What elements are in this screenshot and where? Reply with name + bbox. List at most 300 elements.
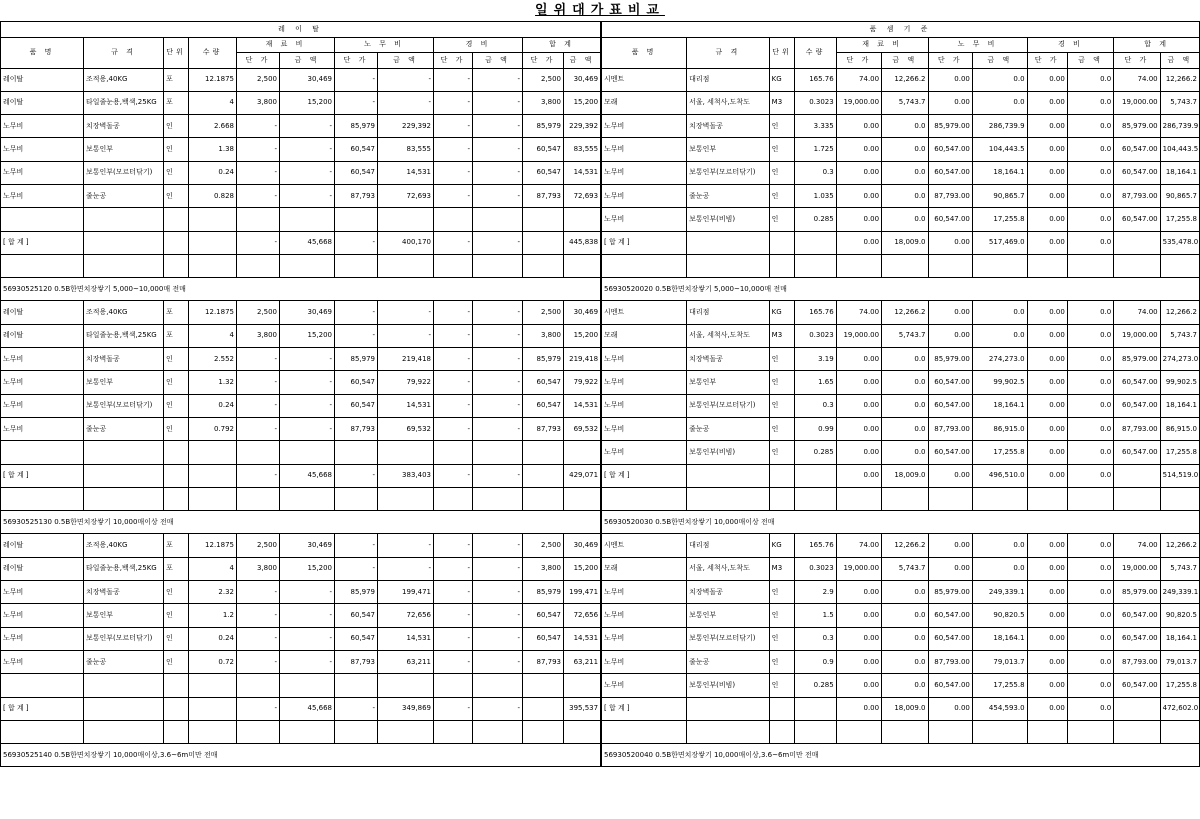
item-caption-row bbox=[601, 511, 1200, 534]
table-row bbox=[601, 557, 1200, 580]
table-cell: 0.00 bbox=[1027, 627, 1067, 650]
table-cell: 레이탈 bbox=[1, 301, 84, 324]
table-cell bbox=[164, 697, 189, 720]
table-cell: 노무비 bbox=[601, 394, 687, 417]
table-cell: - bbox=[335, 231, 378, 254]
table-cell bbox=[378, 720, 434, 743]
table-cell: 30,469 bbox=[564, 534, 601, 557]
table-cell: 1.38 bbox=[189, 138, 237, 161]
table-cell: 치장벽돌공 bbox=[84, 348, 164, 371]
table-cell: - bbox=[473, 627, 523, 650]
table-cell: 60,547 bbox=[523, 161, 564, 184]
table-cell bbox=[164, 441, 189, 464]
table-row bbox=[601, 115, 1200, 138]
table-cell: 0.00 bbox=[1027, 91, 1067, 114]
table-cell: 보통인부 bbox=[687, 138, 770, 161]
table-row bbox=[601, 184, 1200, 207]
qty-header: 수량 bbox=[189, 37, 237, 68]
table-cell: 0.3 bbox=[795, 627, 836, 650]
table-cell: 보통인부(비빔) bbox=[687, 674, 770, 697]
table-cell bbox=[769, 697, 795, 720]
unit-price-header: 단 가 bbox=[1027, 53, 1067, 69]
table-cell: - bbox=[280, 371, 335, 394]
table-cell: 0.00 bbox=[836, 371, 881, 394]
table-row bbox=[601, 324, 1200, 347]
table-row bbox=[1, 254, 601, 277]
table-cell: 노무비 bbox=[1, 650, 84, 673]
table-cell: 0.0 bbox=[1067, 138, 1113, 161]
table-cell: 17,255.8 bbox=[1160, 674, 1199, 697]
table-cell: 219,418 bbox=[378, 348, 434, 371]
table-cell bbox=[335, 254, 378, 277]
table-cell bbox=[434, 441, 473, 464]
table-cell: 86,915.0 bbox=[1160, 417, 1199, 440]
table-cell: 포 bbox=[164, 91, 189, 114]
table-cell: 5,743.7 bbox=[1160, 557, 1199, 580]
table-cell: 60,547 bbox=[523, 138, 564, 161]
table-cell: - bbox=[378, 534, 434, 557]
table-cell: - bbox=[473, 68, 523, 91]
table-cell: 60,547.00 bbox=[1114, 674, 1160, 697]
table-cell: 인 bbox=[769, 138, 795, 161]
table-cell: M3 bbox=[769, 324, 795, 347]
table-cell: 87,793 bbox=[335, 417, 378, 440]
table-cell: 노무비 bbox=[1, 581, 84, 604]
table-cell bbox=[769, 254, 795, 277]
table-cell: 60,547.00 bbox=[928, 138, 972, 161]
table-cell: 429,071 bbox=[564, 464, 601, 487]
table-row bbox=[601, 208, 1200, 231]
expense-header: 경 비 bbox=[1027, 37, 1114, 53]
table-cell: 349,869 bbox=[378, 697, 434, 720]
table-cell: 0.00 bbox=[1027, 301, 1067, 324]
table-cell: 85,979 bbox=[523, 581, 564, 604]
table-cell: - bbox=[473, 417, 523, 440]
table-cell bbox=[601, 254, 687, 277]
table-cell: 레이탈 bbox=[1, 324, 84, 347]
table-cell bbox=[882, 487, 928, 510]
table-cell: 74.00 bbox=[1114, 301, 1160, 324]
table-cell: 5,743.7 bbox=[882, 557, 928, 580]
table-cell bbox=[335, 720, 378, 743]
table-cell bbox=[84, 720, 164, 743]
table-cell: 60,547.00 bbox=[928, 441, 972, 464]
table-cell: 72,693 bbox=[378, 184, 434, 207]
table-cell bbox=[189, 464, 237, 487]
table-cell bbox=[1, 441, 84, 464]
table-cell: 노무비 bbox=[1, 348, 84, 371]
table-cell: 12.1875 bbox=[189, 534, 237, 557]
table-cell bbox=[687, 720, 770, 743]
table-cell: - bbox=[434, 464, 473, 487]
table-cell: 0.0 bbox=[1067, 697, 1113, 720]
table-cell: - bbox=[237, 115, 280, 138]
table-cell: KG bbox=[769, 534, 795, 557]
table-row bbox=[601, 697, 1200, 720]
table-cell bbox=[601, 720, 687, 743]
table-cell: 87,793 bbox=[523, 184, 564, 207]
table-cell: 노무비 bbox=[601, 161, 687, 184]
table-cell bbox=[434, 674, 473, 697]
table-cell: 535,478.0 bbox=[1160, 231, 1199, 254]
table-cell: - bbox=[335, 534, 378, 557]
table-cell: 인 bbox=[769, 650, 795, 673]
table-cell: 12,266.2 bbox=[1160, 301, 1199, 324]
table-cell bbox=[189, 674, 237, 697]
table-cell bbox=[237, 674, 280, 697]
table-cell: 포 bbox=[164, 534, 189, 557]
table-cell: - bbox=[434, 417, 473, 440]
table-cell: 시멘트 bbox=[601, 534, 687, 557]
table-cell: [ 합 계 ] bbox=[601, 697, 687, 720]
amount-header: 금 액 bbox=[280, 53, 335, 69]
table-cell: 72,656 bbox=[564, 604, 601, 627]
table-cell: - bbox=[434, 557, 473, 580]
table-cell: 12.1875 bbox=[189, 68, 237, 91]
total-header: 합 계 bbox=[523, 37, 601, 53]
table-cell: - bbox=[473, 324, 523, 347]
table-cell: 85,979.00 bbox=[1114, 581, 1160, 604]
section-title-row bbox=[1, 22, 601, 38]
table-cell: 0.00 bbox=[836, 674, 881, 697]
name-header: 품 명 bbox=[1, 37, 84, 68]
table-cell: 0.3023 bbox=[795, 324, 836, 347]
table-cell: 서울, 세척사,도착도 bbox=[687, 324, 770, 347]
table-cell: 노무비 bbox=[1, 371, 84, 394]
table-cell: 87,793.00 bbox=[928, 184, 972, 207]
table-cell: 0.00 bbox=[836, 231, 881, 254]
table-cell: 보통인부(모르터닦기) bbox=[687, 161, 770, 184]
table-cell bbox=[928, 720, 972, 743]
table-cell: 60,547 bbox=[335, 604, 378, 627]
table-cell: 2.668 bbox=[189, 115, 237, 138]
table-cell: 74.00 bbox=[1114, 534, 1160, 557]
table-cell: 17,255.8 bbox=[972, 441, 1027, 464]
table-cell: 60,547.00 bbox=[1114, 371, 1160, 394]
table-cell: - bbox=[335, 324, 378, 347]
table-cell: 0.0 bbox=[972, 91, 1027, 114]
table-cell: 165.76 bbox=[795, 301, 836, 324]
table-cell: 15,200 bbox=[564, 91, 601, 114]
table-cell: 60,547.00 bbox=[1114, 208, 1160, 231]
item-caption-row bbox=[1, 511, 601, 534]
table-cell: 인 bbox=[164, 581, 189, 604]
table-cell bbox=[687, 254, 770, 277]
table-cell bbox=[836, 254, 881, 277]
table-cell: 치장벽돌공 bbox=[687, 115, 770, 138]
table-cell: 286,739.9 bbox=[1160, 115, 1199, 138]
table-cell: - bbox=[237, 138, 280, 161]
table-cell: 타일줄눈용,백색,25KG bbox=[84, 557, 164, 580]
table-cell bbox=[564, 254, 601, 277]
table-cell: 12,266.2 bbox=[882, 534, 928, 557]
table-cell: 대리점 bbox=[687, 534, 770, 557]
table-cell: - bbox=[335, 464, 378, 487]
section-title: 품 셈 기 준 bbox=[601, 22, 1200, 38]
table-cell: 보통인부(비빔) bbox=[687, 208, 770, 231]
table-cell: 99,902.5 bbox=[972, 371, 1027, 394]
table-cell: [ 합 계 ] bbox=[601, 464, 687, 487]
table-cell: - bbox=[237, 371, 280, 394]
table-cell: 0.0 bbox=[972, 68, 1027, 91]
table-cell bbox=[1, 674, 84, 697]
table-cell: 0.3023 bbox=[795, 91, 836, 114]
table-cell bbox=[972, 487, 1027, 510]
table-cell: - bbox=[237, 627, 280, 650]
table-cell: 0.00 bbox=[928, 464, 972, 487]
table-cell: 19,000.00 bbox=[1114, 91, 1160, 114]
table-row bbox=[601, 371, 1200, 394]
table-cell: 2,500 bbox=[523, 301, 564, 324]
table-cell: 5,743.7 bbox=[1160, 324, 1199, 347]
table-cell bbox=[434, 720, 473, 743]
table-cell bbox=[84, 697, 164, 720]
table-cell: 514,519.0 bbox=[1160, 464, 1199, 487]
table-cell: 포 bbox=[164, 324, 189, 347]
table-cell: 인 bbox=[769, 441, 795, 464]
table-cell: - bbox=[473, 650, 523, 673]
table-cell: 0.0 bbox=[1067, 441, 1113, 464]
table-cell: 0.0 bbox=[882, 581, 928, 604]
table-cell: - bbox=[237, 604, 280, 627]
table-cell: 0.0 bbox=[882, 627, 928, 650]
table-cell: 0.285 bbox=[795, 674, 836, 697]
table-cell: 0.00 bbox=[928, 697, 972, 720]
item-caption-row bbox=[1, 744, 601, 767]
table-cell: 17,255.8 bbox=[1160, 208, 1199, 231]
table-cell: 인 bbox=[769, 581, 795, 604]
table-row bbox=[601, 68, 1200, 91]
table-cell: - bbox=[434, 627, 473, 650]
table-cell: - bbox=[434, 697, 473, 720]
table-cell: 72,656 bbox=[378, 604, 434, 627]
table-cell bbox=[523, 720, 564, 743]
amount-header: 금 액 bbox=[378, 53, 434, 69]
table-cell: 0.0 bbox=[1067, 417, 1113, 440]
left-table bbox=[0, 21, 601, 767]
item-caption: 56930520040 0.5B한면치장쌓기 10,000매이상,3.6~6m미만 전매 bbox=[601, 744, 1200, 767]
table-cell: 조적용,40KG bbox=[84, 68, 164, 91]
table-cell bbox=[164, 464, 189, 487]
table-cell bbox=[1114, 487, 1160, 510]
table-cell bbox=[601, 487, 687, 510]
table-row bbox=[1, 394, 601, 417]
table-cell bbox=[189, 441, 237, 464]
table-cell: 0.00 bbox=[1027, 650, 1067, 673]
table-cell bbox=[237, 441, 280, 464]
amount-header: 금 액 bbox=[1067, 53, 1113, 69]
table-cell bbox=[882, 720, 928, 743]
table-cell: 85,979.00 bbox=[1114, 115, 1160, 138]
table-cell: 14,531 bbox=[564, 627, 601, 650]
table-cell: 0.00 bbox=[1027, 231, 1067, 254]
table-cell: 74.00 bbox=[836, 534, 881, 557]
amount-header: 금 액 bbox=[1160, 53, 1199, 69]
table-cell: 199,471 bbox=[564, 581, 601, 604]
table-cell: - bbox=[280, 417, 335, 440]
table-cell bbox=[164, 674, 189, 697]
table-cell: 인 bbox=[164, 348, 189, 371]
table-cell: - bbox=[434, 91, 473, 114]
table-cell bbox=[189, 208, 237, 231]
table-cell: 19,000.00 bbox=[836, 324, 881, 347]
table-cell: 0.00 bbox=[836, 604, 881, 627]
table-cell: - bbox=[280, 627, 335, 650]
table-cell: 모래 bbox=[601, 324, 687, 347]
table-cell: 90,820.5 bbox=[1160, 604, 1199, 627]
table-cell: 0.00 bbox=[1027, 184, 1067, 207]
table-cell: 0.00 bbox=[928, 301, 972, 324]
table-cell: 60,547.00 bbox=[1114, 161, 1160, 184]
table-cell: 74.00 bbox=[836, 68, 881, 91]
table-cell: 0.24 bbox=[189, 161, 237, 184]
table-cell: - bbox=[473, 534, 523, 557]
section-title: 레 이 탈 bbox=[1, 22, 601, 38]
table-cell: 18,164.1 bbox=[972, 161, 1027, 184]
table-cell: 0.00 bbox=[928, 557, 972, 580]
table-cell: - bbox=[434, 324, 473, 347]
table-cell: 0.0 bbox=[1067, 208, 1113, 231]
table-cell bbox=[280, 254, 335, 277]
table-cell bbox=[1114, 464, 1160, 487]
table-cell: 85,979 bbox=[523, 348, 564, 371]
table-row bbox=[601, 231, 1200, 254]
table-cell bbox=[795, 254, 836, 277]
table-cell: - bbox=[434, 138, 473, 161]
table-cell bbox=[687, 464, 770, 487]
table-cell: 치장벽돌공 bbox=[687, 348, 770, 371]
table-cell: 0.0 bbox=[1067, 604, 1113, 627]
table-cell: 69,532 bbox=[564, 417, 601, 440]
table-row bbox=[601, 161, 1200, 184]
material-header: 재 료 비 bbox=[836, 37, 928, 53]
table-row bbox=[601, 441, 1200, 464]
table-cell: 3,800 bbox=[237, 324, 280, 347]
table-row bbox=[1, 627, 601, 650]
table-cell: 0.3 bbox=[795, 394, 836, 417]
table-cell bbox=[1067, 720, 1113, 743]
table-cell: 12.1875 bbox=[189, 301, 237, 324]
unit-price-header: 단 가 bbox=[928, 53, 972, 69]
table-cell: 0.00 bbox=[836, 115, 881, 138]
table-cell: 노무비 bbox=[601, 138, 687, 161]
table-cell bbox=[335, 441, 378, 464]
table-cell: 조적용,40KG bbox=[84, 301, 164, 324]
table-cell: 인 bbox=[769, 184, 795, 207]
table-cell: 74.00 bbox=[836, 301, 881, 324]
table-cell: 인 bbox=[164, 371, 189, 394]
table-cell: M3 bbox=[769, 91, 795, 114]
table-cell: - bbox=[473, 138, 523, 161]
table-cell: 인 bbox=[164, 184, 189, 207]
table-cell bbox=[280, 720, 335, 743]
table-cell: 45,668 bbox=[280, 231, 335, 254]
table-cell: 0.0 bbox=[972, 534, 1027, 557]
item-caption: 56930525130 0.5B한면치장쌓기 10,000매이상 전매 bbox=[1, 511, 601, 534]
table-cell: - bbox=[473, 301, 523, 324]
table-cell bbox=[928, 487, 972, 510]
table-cell: 0.0 bbox=[1067, 464, 1113, 487]
table-cell: 0.0 bbox=[882, 674, 928, 697]
table-cell: 249,339.1 bbox=[972, 581, 1027, 604]
table-cell: 인 bbox=[769, 604, 795, 627]
table-cell bbox=[473, 487, 523, 510]
item-caption-row bbox=[601, 278, 1200, 301]
table-cell: 0.3023 bbox=[795, 557, 836, 580]
table-cell: 85,979.00 bbox=[928, 115, 972, 138]
table-cell: 3.19 bbox=[795, 348, 836, 371]
table-cell: 60,547.00 bbox=[928, 394, 972, 417]
table-row bbox=[601, 487, 1200, 510]
table-cell: 60,547 bbox=[335, 371, 378, 394]
table-cell: 노무비 bbox=[1, 115, 84, 138]
table-cell: 1.2 bbox=[189, 604, 237, 627]
table-cell bbox=[164, 231, 189, 254]
table-cell: 인 bbox=[769, 394, 795, 417]
table-cell: - bbox=[473, 115, 523, 138]
table-cell: 12,266.2 bbox=[882, 301, 928, 324]
table-cell: 18,009.0 bbox=[882, 697, 928, 720]
table-row bbox=[1, 348, 601, 371]
table-cell: 0.0 bbox=[1067, 394, 1113, 417]
table-cell: 0.0 bbox=[1067, 650, 1113, 673]
table-cell: - bbox=[237, 231, 280, 254]
table-cell: 1.5 bbox=[795, 604, 836, 627]
table-row bbox=[601, 627, 1200, 650]
table-cell: 60,547.00 bbox=[928, 161, 972, 184]
table-cell: 2,500 bbox=[237, 301, 280, 324]
table-cell: 보통인부 bbox=[84, 371, 164, 394]
table-cell bbox=[1, 720, 84, 743]
table-cell: 79,013.7 bbox=[1160, 650, 1199, 673]
table-cell bbox=[189, 720, 237, 743]
table-cell: 0.00 bbox=[1027, 697, 1067, 720]
unit-price-header: 단 가 bbox=[523, 53, 564, 69]
table-cell: 0.00 bbox=[1027, 557, 1067, 580]
table-cell: 30,469 bbox=[280, 534, 335, 557]
table-cell bbox=[687, 697, 770, 720]
unit-price-header: 단 가 bbox=[836, 53, 881, 69]
table-cell: 0.00 bbox=[1027, 534, 1067, 557]
table-cell: 인 bbox=[769, 208, 795, 231]
table-cell: 60,547 bbox=[523, 604, 564, 627]
table-cell: 18,009.0 bbox=[882, 231, 928, 254]
table-cell: - bbox=[473, 557, 523, 580]
table-cell: 0.9 bbox=[795, 650, 836, 673]
table-cell bbox=[795, 487, 836, 510]
table-cell: 3.335 bbox=[795, 115, 836, 138]
table-cell: 0.0 bbox=[1067, 68, 1113, 91]
table-cell: 87,793.00 bbox=[1114, 417, 1160, 440]
table-cell: 79,922 bbox=[564, 371, 601, 394]
table-cell: 60,547.00 bbox=[1114, 441, 1160, 464]
table-row bbox=[1, 604, 601, 627]
table-cell: - bbox=[237, 184, 280, 207]
table-cell: 517,469.0 bbox=[972, 231, 1027, 254]
table-cell: 레이탈 bbox=[1, 68, 84, 91]
table-cell: - bbox=[473, 161, 523, 184]
table-cell bbox=[523, 487, 564, 510]
table-cell bbox=[523, 464, 564, 487]
table-row bbox=[1, 697, 601, 720]
table-cell: 0.00 bbox=[928, 534, 972, 557]
table-cell: - bbox=[237, 394, 280, 417]
table-cell: [ 합 계 ] bbox=[1, 231, 84, 254]
table-cell: - bbox=[434, 115, 473, 138]
table-cell: 60,547 bbox=[335, 161, 378, 184]
table-cell: 87,793.00 bbox=[1114, 650, 1160, 673]
table-row bbox=[601, 417, 1200, 440]
